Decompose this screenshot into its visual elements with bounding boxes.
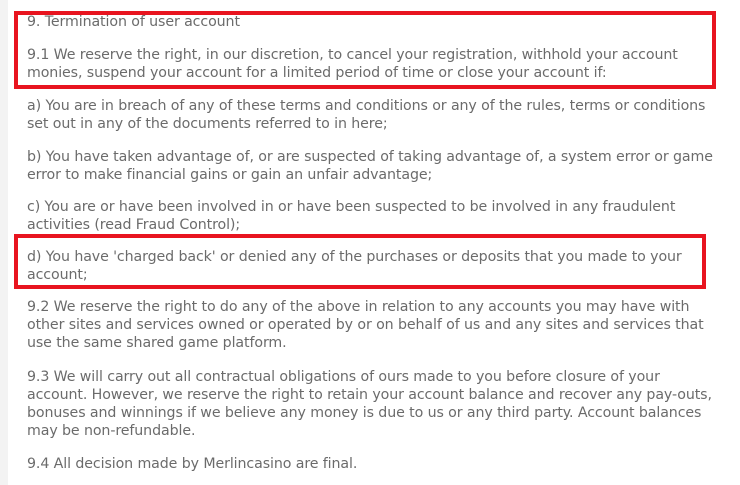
clause-a: a) You are in breach of any of these terms and conditions or any of the rules, terms or conditions set out in any of the documents referred to in here; (27, 98, 706, 132)
clause-9-1: 9.1 We reserve the right, in our discretion, to cancel your registration, withhold your account monies, suspend your account for a limited period of time or close your account if: (27, 47, 678, 81)
clause-9-3: 9.3 We will carry out all contractual obligations of ours made to you before closure of your account. However, we reserve the right to retain your account balance and recover any pay-outs, bonuses and winnings if we believe any money is due to us or any third party. Account balances may be non-refundable. (27, 369, 712, 439)
clause-d: d) You have 'charged back' or denied any of the purchases or deposits that you made to your account; (27, 249, 682, 283)
clause-9-2: 9.2 We reserve the right to do any of the above in relation to any accounts you may have with other sites and services owned or operated by or on behalf of us and any sites and services that use the same shared game platform. (27, 299, 704, 351)
clause-b: b) You have taken advantage of, or are suspected of taking advantage of, a system error or game error to make financial gains or gain an unfair advantage; (27, 149, 713, 183)
section-heading: 9. Termination of user account (27, 14, 240, 30)
clause-9-4: 9.4 All decision made by Merlincasino are final. (27, 456, 358, 472)
left-margin-strip (0, 0, 8, 485)
clause-c: c) You are or have been involved in or have been suspected to be involved in any fraudulent activities (read Fraud Control); (27, 199, 676, 233)
